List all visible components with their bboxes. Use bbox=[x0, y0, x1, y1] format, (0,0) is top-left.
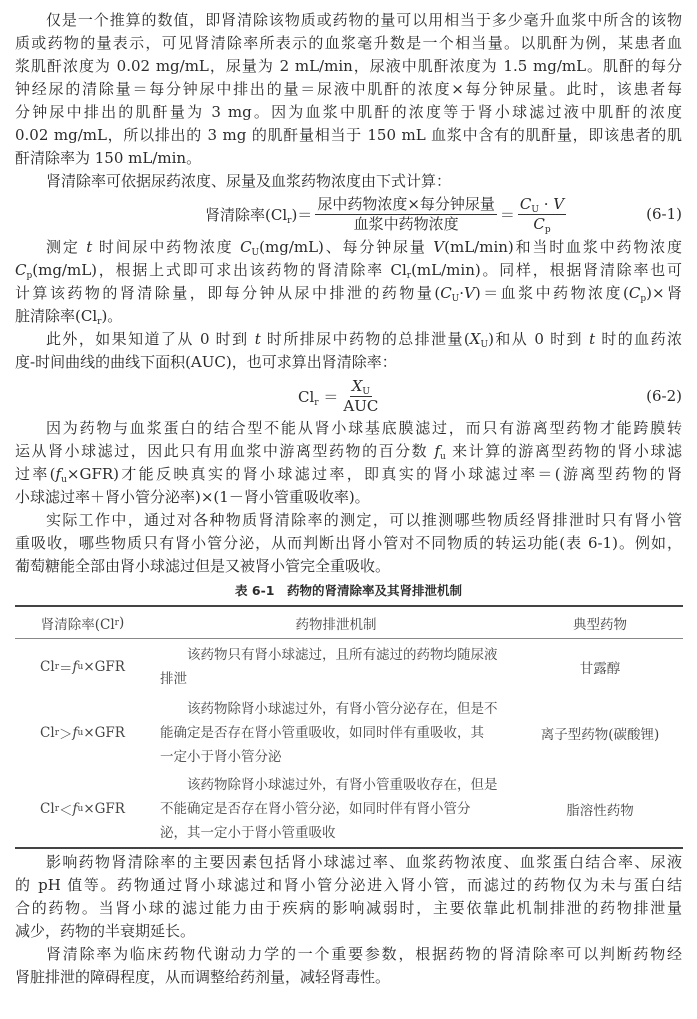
text-line: 测定 t 时间尿中药物浓度 $C_U(mg/mL)$、每分钟尿量 V(mL/min)和当时血浆中药物浓度 bbox=[46, 237, 682, 258]
fraction-symbolic bbox=[518, 195, 566, 234]
cell-clearance: Cl r ＜ f u ×GFR bbox=[40, 801, 125, 819]
cell-text-line: 泌，其一定小于肾小管重吸收 bbox=[160, 825, 336, 841]
equation-number: (6-1) bbox=[646, 205, 682, 223]
cell-mechanism bbox=[160, 694, 512, 772]
cell-typical-drug: 离子型药物(碳酸锂) bbox=[540, 727, 660, 743]
text-line: 因为药物与血浆蛋白的结合型不能从肾小球基底膜滤过，而只有游离型药物才能跨膜转 bbox=[46, 418, 682, 437]
equals-sign: ＝ bbox=[499, 205, 515, 224]
cell-text-line: 不能确定是否存在肾小管分泌，如同时伴有肾小管分 bbox=[160, 801, 471, 817]
cell-text-line: 能确定是否存在肾小管重吸收，如同时伴有重吸收，其 bbox=[160, 725, 484, 741]
denominator: 血浆中药物浓度 bbox=[353, 214, 459, 233]
text-line: 重吸收，哪些物质只有肾小管分泌，从而判断出肾小管对不同物质的转运功能(表 6-1)。例如， bbox=[15, 533, 682, 552]
cell-typical-drug: 甘露醇 bbox=[579, 661, 621, 677]
equation-6-1 bbox=[0, 194, 697, 234]
text-line: 肾清除率可依据尿药浓度、尿量及血浆药物浓度由下式计算： bbox=[46, 171, 452, 190]
header-mechanism: 药物排泄机制 bbox=[295, 616, 377, 633]
text-line: $C_p(mg/mL)$，根据上式即可求出该药物的肾清除率 $Cl_r(mL/\min)$。同样，根据肾清除率也可 bbox=[15, 260, 682, 281]
numerator: $X_U$ bbox=[351, 376, 370, 397]
table-header-row bbox=[15, 607, 683, 639]
text-line: 分钟尿中排出的肌酐量为 3 mg。因为血浆中肌酐的浓度等于肾小球滤过液中肌酐的浓度 bbox=[15, 102, 682, 121]
equation-number: (6-2) bbox=[646, 387, 682, 405]
cell-mechanism bbox=[160, 640, 512, 694]
cell-clearance: Cl r ＞ f u ×GFR bbox=[40, 725, 125, 743]
cell-text-line: 该药物除肾小球滤过外，有肾小管重吸收存在，但是 bbox=[187, 777, 498, 793]
table-caption: 表 6-1 药物的肾清除率及其肾排泄机制 bbox=[235, 583, 462, 598]
text-line: 脏清除率$(Cl_r)$。 bbox=[15, 306, 123, 327]
text-line: 葡萄糖能全部由肾小球滤过但是又被肾小管完全重吸收。 bbox=[15, 556, 391, 575]
text-line: 实际工作中，通过对各种物质肾清除率的测定，可以推测哪些物质经肾排泄时只有肾小管 bbox=[46, 510, 682, 529]
text-line: 酐清除率为 150 mL/min。 bbox=[15, 148, 202, 167]
fraction bbox=[315, 195, 497, 234]
text-line: 肾脏排泄的障碍程度，从而调整给药剂量，减轻肾毒性。 bbox=[15, 967, 391, 986]
text-line: 计算该药物的肾清除量，即每分钟从尿中排泄的药物量$(C_U\cdot V)=$血浆中药物浓度$(C_p)\times$肾 bbox=[15, 283, 682, 304]
text-line: 合的药物。当肾小球的滤过能力由于疾病的影响减弱时，主要依靠此机制排泄的药物排泄量 bbox=[15, 898, 682, 917]
cell-text-line: 排泄 bbox=[160, 671, 187, 687]
equation-6-2 bbox=[0, 376, 697, 416]
equation-lhs: $Cl_r$ ＝ bbox=[298, 387, 339, 408]
header-clearance: 肾清除率(Cl r ) bbox=[40, 614, 125, 633]
text-line: 度-时间曲线的曲线下面积(AUC)，也可求算出肾清除率： bbox=[15, 352, 397, 371]
text-line: 仅是一个推算的数值，即肾清除该物质或药物的量可以用相当于多少毫升血浆中所含的该物 bbox=[46, 10, 682, 29]
denominator: AUC bbox=[343, 396, 379, 415]
numerator: 尿中药物浓度×每分钟尿量 bbox=[317, 194, 495, 213]
cell-text-line: 该药物除肾小球滤过外，有肾小管分泌存在，但是不 bbox=[187, 701, 498, 717]
cell-text-line: 该药物只有肾小球滤过，且所有滤过的药物均随尿液 bbox=[187, 647, 498, 663]
cell-typical-drug: 脂溶性药物 bbox=[566, 803, 634, 819]
text-line: 运从肾小球滤过，因此只有用血浆中游离型药物的百分数 $f_u$ 来计算的游离型药物的肾小球滤 bbox=[15, 441, 682, 462]
text-line: 此外，如果知道了从 0 时到 t 时所排尿中药物的总排泄量$(X_U)$和从 0 时到 t 时的血药浓 bbox=[46, 329, 682, 350]
equation-lhs: 肾清除率$(Cl_r)=$ bbox=[205, 205, 313, 226]
cell-clearance: Cl r ＝ f u ×GFR bbox=[40, 659, 125, 677]
text-line: 减少，药物的半衰期延长。 bbox=[15, 921, 196, 940]
text-line: 0.02 mg/mL，所以排出的 3 mg 的肌酐量相当于 150 mL 血浆中含有的肌酐量，即该患者的肌 bbox=[15, 125, 682, 144]
denominator: $C_p$ bbox=[533, 214, 551, 235]
text-line: 肾清除率为临床药物代谢动力学的一个重要参数，根据药物的肾清除率可以判断药物经 bbox=[46, 944, 682, 963]
fraction bbox=[341, 377, 380, 416]
text-line: 的 pH 值等。药物通过肾小球滤过和肾小管分泌进入肾小管，而滤过的药物仅为未与蛋白结 bbox=[15, 875, 682, 894]
text-line: 浆肌酐浓度为 0.02 mg/mL，尿量为 2 mL/min，尿液中肌酐浓度为 1.5 mg/mL。肌酐的每分 bbox=[15, 56, 682, 75]
text-line: 钟经尿的清除量＝每分钟尿中排出的量＝尿液中肌酐的浓度×每分钟尿量。此时，该患者每 bbox=[15, 79, 682, 98]
text-line: 质或药物的量表示，可见肾清除率所表示的血浆毫升数是一个相当量。以肌酐为例，某患者血 bbox=[15, 33, 682, 52]
text-line: 小球滤过率＋肾小管分泌率)×(1－肾小管重吸收率)。 bbox=[15, 487, 370, 506]
numerator: $C_U \cdot V$ bbox=[519, 194, 565, 215]
text-line: 影响药物肾清除率的主要因素包括肾小球滤过率、血浆药物浓度、血浆蛋白结合率、尿液 bbox=[46, 852, 682, 871]
cell-mechanism bbox=[160, 772, 512, 846]
header-typical-drug: 典型药物 bbox=[573, 616, 627, 633]
cell-text-line: 一定小于肾小管分泌 bbox=[160, 749, 282, 765]
clearance-table bbox=[15, 605, 683, 849]
text-line: 过率$(f_u\times GFR)$才能反映真实的肾小球滤过率，即真实的肾小球滤过率＝(游离型药物的肾 bbox=[15, 464, 682, 485]
